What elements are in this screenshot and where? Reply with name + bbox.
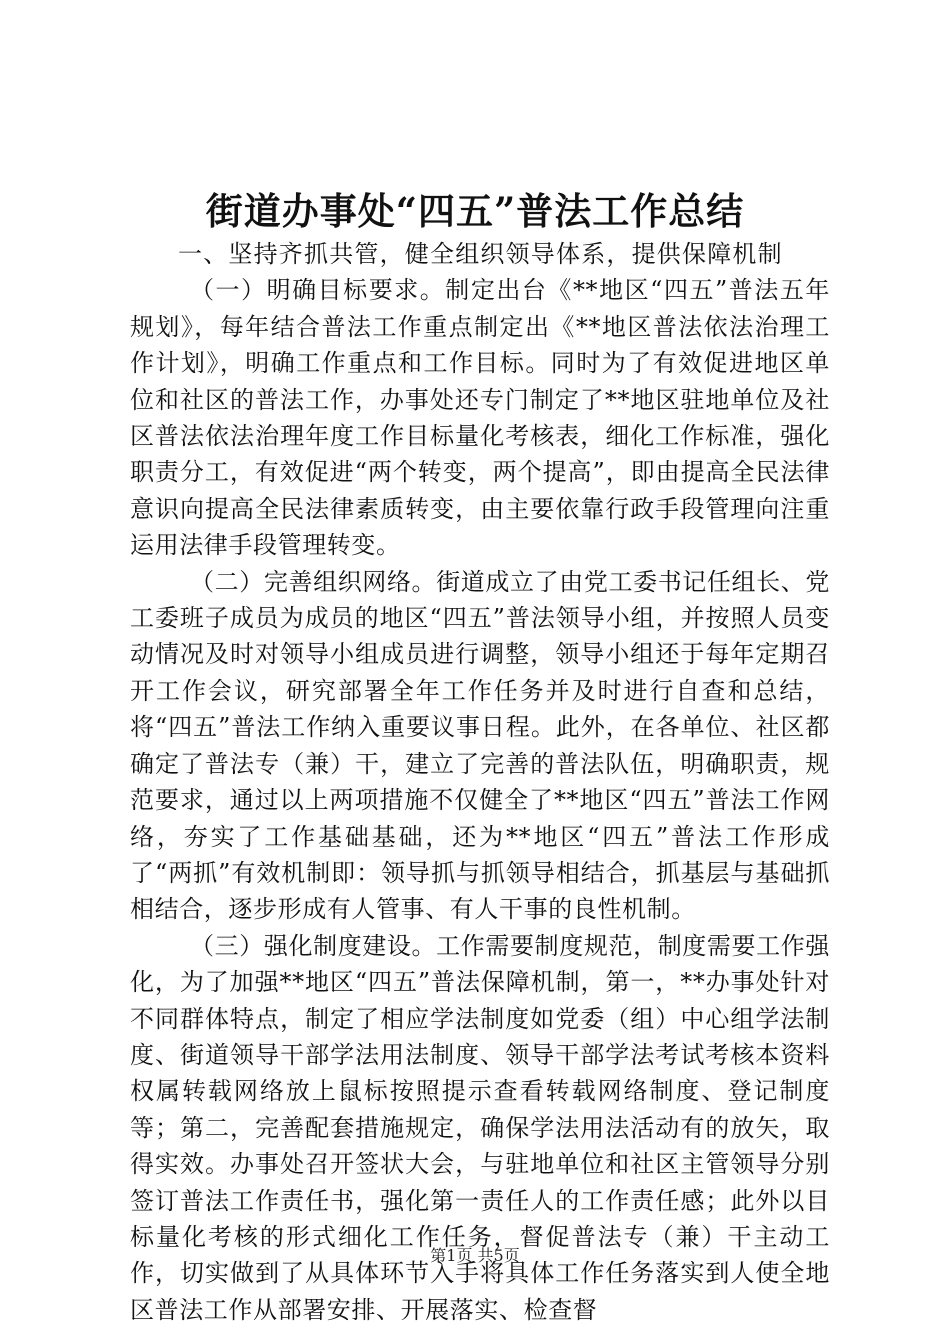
paragraph-organization: （二）完善组织网络。街道成立了由党工委书记任组长、党工委班子成员为成员的地区“四五”普法领导小组，并按照人员变动情况及时对领导小组成员进行调整，领导小组还于每年定期召开工作会议，研究部署全年工作任务并及时进行自查和总结，将“四五”普法工作纳入重要议事日程。此外，在各单位、社区都确定了普法专（兼）干，建立了完善的普法队伍，明确职责，规范要求，通过以上两项措施不仅健全了**地区“四五”普法工作网络，夯实了工作基础基础，还为**地区“四五”普法工作形成了“两抓”有效机制即：领导抓与抓领导相结合，抓基层与基础抓相结合，逐步形成有人管事、有人干事的良性机制。 xyxy=(130,567,830,924)
paragraph-system: （三）强化制度建设。工作需要制度规范，制度需要工作强化，为了加强**地区“四五”普法保障机制，第一，**办事处针对不同群体特点，制定了相应学法制度如党委（组）中心组学法制度、街道领导干部学法用法制度、领导干部学法考试考核本资料权属转载网络放上鼠标按照提示查看转载网络制度、登记制度等；第二，完善配套措施规定，确保学法用法活动有的放矢，取得实效。办事处召开签状大会，与驻地单位和社区主管领导分别签订普法工作责任书，强化第一责任人的工作责任感；此外以目标量化考核的形式细化工作任务，督促普法专（兼）干主动工作，切实做到了从具体环节入手将具体工作任务落实到人使全地区普法工作从部署安排、开展落实、检查督 xyxy=(130,931,830,1324)
paragraph-goals: （一）明确目标要求。制定出台《**地区“四五”普法五年规划》，每年结合普法工作重点制定出《**地区普法依法治理工作计划》，明确工作重点和工作目标。同时为了有效促进地区单位和社区的普法工作，办事处还专门制定了**地区驻地单位及社区普法依法治理年度工作目标量化考核表，细化工作标准，强化职责分工，有效促进“两个转变，两个提高”，即由提高全民法律意识向提高全民法律素质转变，由主要依靠行政手段管理向注重运用法律手段管理转变。 xyxy=(130,276,830,560)
section-heading: 一、坚持齐抓共管，健全组织领导体系，提供保障机制 xyxy=(178,240,783,268)
document-body xyxy=(130,236,830,1328)
document-title: 街道办事处“四五”普法工作总结 xyxy=(205,189,745,233)
page-number: 第1页 共5页 xyxy=(430,1246,520,1265)
